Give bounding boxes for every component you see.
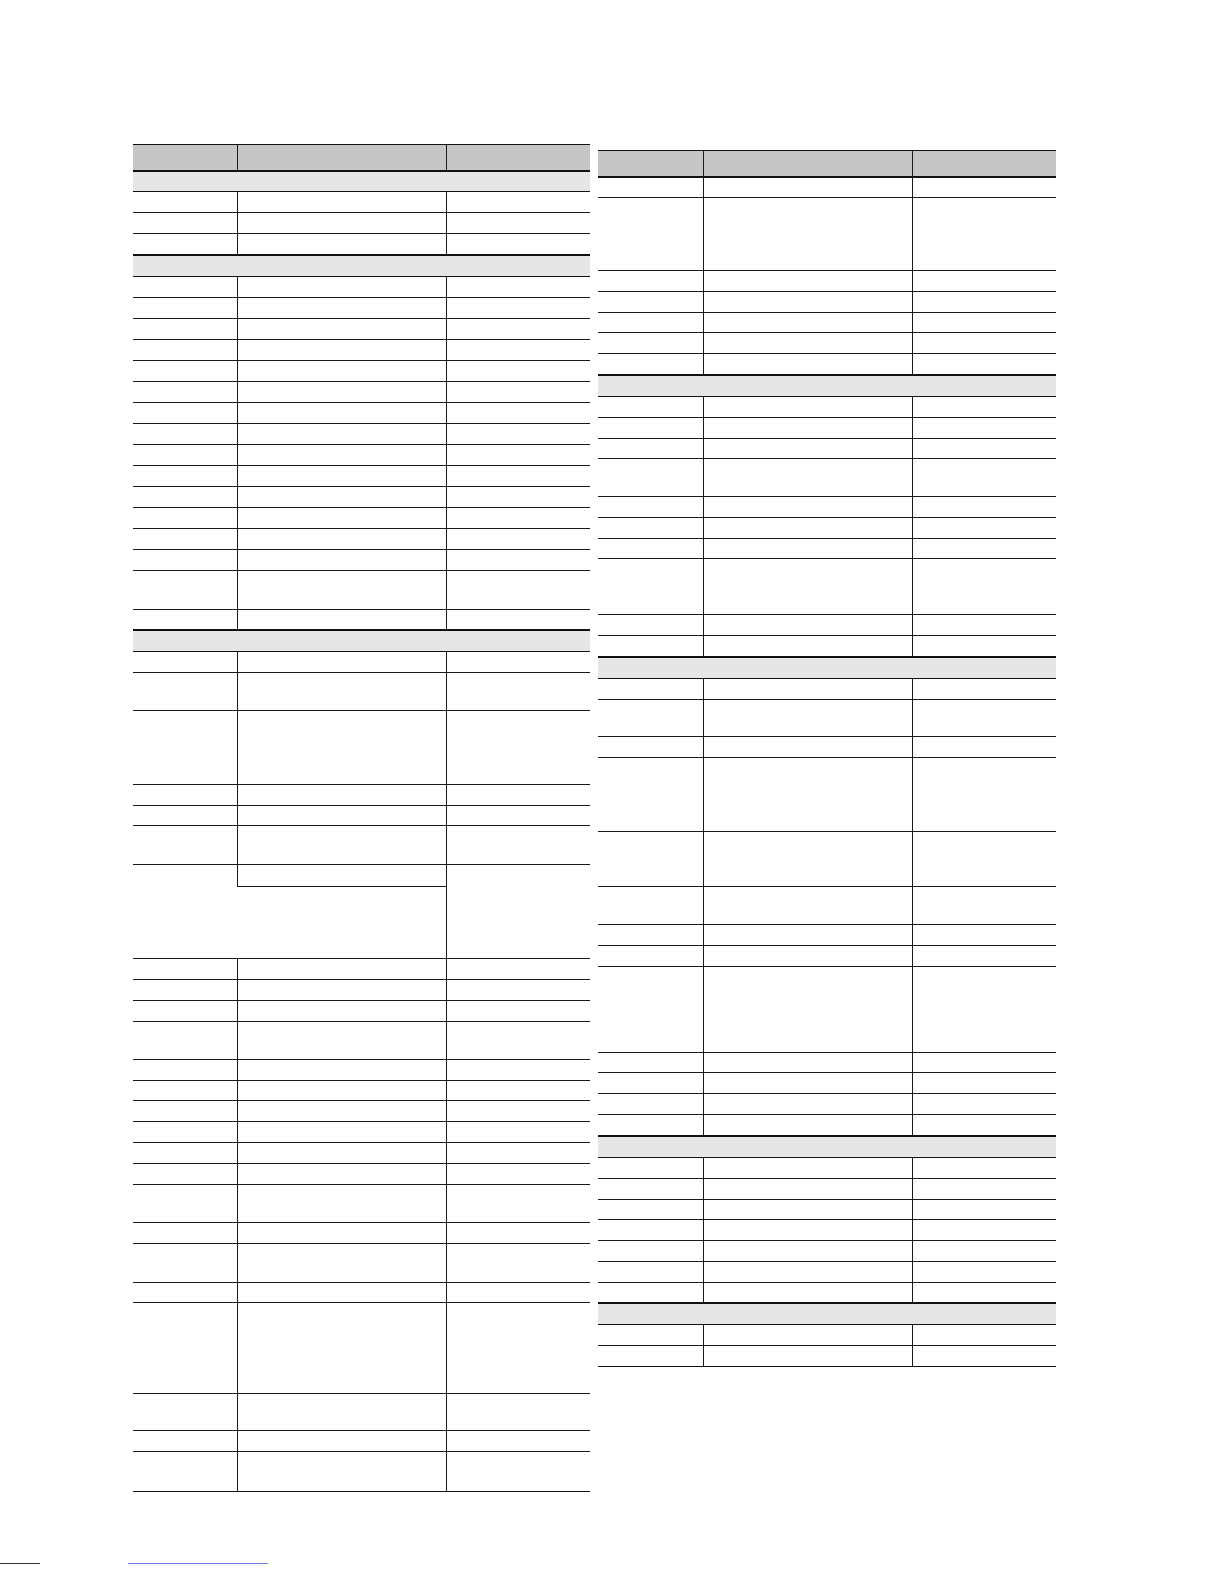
- table-row: [133, 1185, 590, 1223]
- table-row: [133, 1101, 590, 1122]
- table-row: [133, 959, 590, 980]
- table-row: [133, 673, 590, 711]
- table-row: [598, 559, 1056, 615]
- table-row: [598, 887, 1056, 925]
- table-row: [598, 615, 1056, 636]
- right-table: [598, 150, 1056, 1367]
- table-row: [133, 1303, 590, 1394]
- table-row: [133, 382, 590, 403]
- table-row: [598, 1115, 1056, 1136]
- table-row: [598, 1200, 1056, 1220]
- section-row: [133, 255, 590, 277]
- table-row: [133, 711, 590, 785]
- table-row: [133, 1001, 590, 1022]
- table-row: [598, 1220, 1056, 1241]
- table-header-row: [133, 145, 590, 171]
- table-row: [133, 826, 590, 865]
- table-row: [133, 466, 590, 487]
- table-row: [133, 424, 590, 445]
- table-row: [598, 925, 1056, 946]
- table-row: [133, 806, 590, 826]
- section-row: [133, 171, 590, 192]
- table-row: [133, 487, 590, 508]
- section-row: [598, 1303, 1056, 1325]
- table-row: [133, 1022, 590, 1060]
- table-row: [598, 1346, 1056, 1367]
- table-row: [598, 354, 1056, 375]
- table-row: [598, 1262, 1056, 1283]
- table-row: [133, 277, 590, 298]
- table-row: [598, 832, 1056, 887]
- table-row: [598, 313, 1056, 333]
- table-row: [598, 518, 1056, 539]
- section-row: [598, 375, 1056, 397]
- table-row: [133, 550, 590, 571]
- table-row: [598, 1283, 1056, 1303]
- table-row: [133, 1081, 590, 1101]
- table-row: [133, 1143, 590, 1164]
- table-row: [133, 571, 590, 610]
- section-row: [598, 657, 1056, 679]
- table-row: [133, 508, 590, 529]
- table-row: [598, 439, 1056, 459]
- table-row: [598, 700, 1056, 737]
- footer-divider: [0, 1563, 40, 1564]
- table-row: [133, 403, 590, 424]
- table-row: [133, 213, 590, 234]
- left-table: [133, 144, 590, 1492]
- section-row: [598, 1136, 1056, 1158]
- footer-link-underline: [128, 1563, 268, 1564]
- table-row: [133, 1452, 590, 1492]
- table-row: [133, 529, 590, 550]
- table-header-row: [598, 151, 1056, 177]
- table-row: [598, 397, 1056, 418]
- table-row: [598, 1325, 1056, 1346]
- table-row: [133, 1283, 590, 1303]
- table-row: [133, 298, 590, 319]
- table-row: [133, 1394, 590, 1431]
- table-row: [598, 758, 1056, 832]
- table-row: [133, 865, 590, 887]
- table-row: [598, 737, 1056, 758]
- table-row: [598, 1073, 1056, 1094]
- table-row: [598, 946, 1056, 967]
- table-row: [598, 418, 1056, 439]
- table-row: [598, 636, 1056, 657]
- table-row: [598, 679, 1056, 700]
- left-table-body: [133, 145, 590, 1492]
- table-row: [133, 340, 590, 361]
- table-row: [133, 652, 590, 673]
- table-row: [133, 192, 590, 213]
- table-row: [133, 785, 590, 806]
- table-row: [133, 980, 590, 1001]
- table-row: [133, 319, 590, 340]
- table-row: [133, 234, 590, 255]
- table-row: [598, 198, 1056, 271]
- table-row: [598, 292, 1056, 313]
- table-row: [133, 1060, 590, 1081]
- table-row: [133, 1431, 590, 1452]
- table-row: [133, 361, 590, 382]
- table-row: [598, 1094, 1056, 1115]
- table-row: [133, 1223, 590, 1244]
- table-row: [133, 1164, 590, 1185]
- table-row: [598, 271, 1056, 292]
- table-row: [133, 1122, 590, 1143]
- table-row: [598, 1053, 1056, 1073]
- table-row: [598, 497, 1056, 518]
- table-row: [598, 177, 1056, 198]
- right-table-body: [598, 151, 1056, 1367]
- table-row: [598, 1179, 1056, 1200]
- table-row: [133, 445, 590, 466]
- table-row: [598, 1158, 1056, 1179]
- table-row: [598, 1241, 1056, 1262]
- table-row: [133, 610, 590, 630]
- section-row: [133, 630, 590, 652]
- table-row: [598, 459, 1056, 497]
- table-row: [598, 967, 1056, 1053]
- table-row: [133, 1244, 590, 1283]
- table-row: [598, 333, 1056, 354]
- table-row: [598, 539, 1056, 559]
